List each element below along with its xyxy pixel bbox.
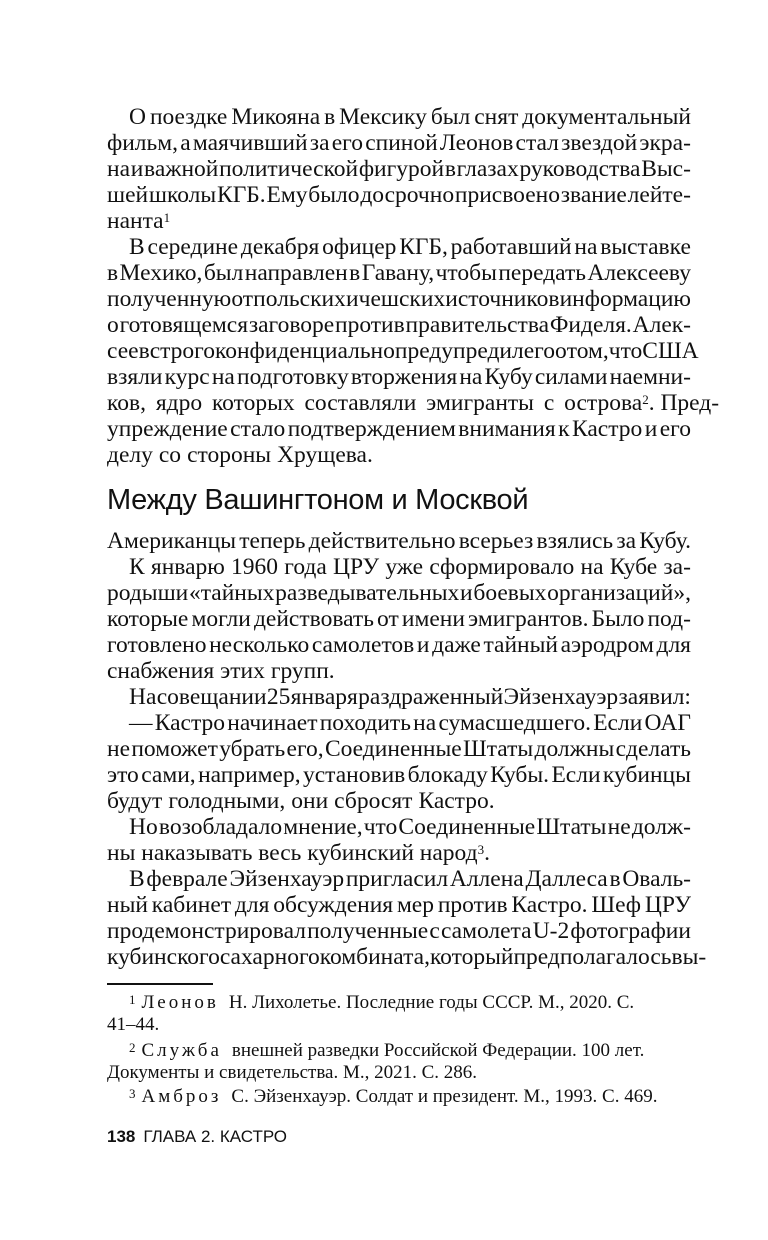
word: тайный (483, 632, 558, 658)
text-line (107, 260, 691, 286)
word: продемонстрировал (107, 918, 306, 944)
word: Но (129, 814, 158, 840)
footnote-2 (107, 1040, 691, 1062)
word: передать (498, 260, 586, 286)
word: который (429, 944, 514, 970)
word: родыши (107, 580, 189, 606)
word: с (429, 918, 440, 944)
word: вы- (671, 944, 707, 970)
word: Кастро (571, 416, 643, 442)
word: было (308, 182, 360, 208)
word: его (523, 338, 555, 364)
word: Мехико, (119, 260, 203, 286)
word: самолета (440, 918, 532, 944)
word: к (558, 416, 570, 442)
word: политической (219, 156, 359, 182)
word: на (413, 710, 437, 736)
word: и (644, 416, 658, 442)
word: информацию (559, 286, 691, 312)
word: Аллена (449, 866, 524, 892)
word: в (609, 866, 621, 892)
text-line (107, 684, 691, 710)
word: Выс- (641, 156, 691, 182)
word: был (430, 104, 471, 130)
word: Кубу. (639, 528, 691, 554)
word: за (309, 130, 330, 156)
footnote-2-continued (107, 1062, 691, 1084)
footnote-3 (107, 1086, 691, 1108)
word: о (107, 312, 119, 338)
footnote-ref-3[interactable]: 3 (477, 842, 485, 857)
period: . (484, 840, 490, 866)
text-line (107, 416, 691, 442)
word: внимания (458, 416, 556, 442)
text-line (107, 814, 691, 840)
word: например, (198, 762, 301, 788)
word: подготовку (237, 364, 349, 390)
text-line (107, 840, 691, 866)
word: под- (647, 606, 691, 632)
word: организаций», (547, 580, 691, 606)
word: разведывательных (275, 580, 460, 606)
word: кубинского (107, 944, 220, 970)
text-line (107, 918, 691, 944)
word: полученную (107, 286, 232, 312)
word: середине (147, 234, 239, 260)
text-line (107, 104, 691, 130)
word: чтобы (435, 260, 497, 286)
word: в (444, 156, 456, 182)
word: Кастро (154, 710, 226, 736)
footnote-ref-2[interactable]: 2 (642, 392, 649, 407)
word: присвоено (454, 182, 560, 208)
word: установив (302, 762, 406, 788)
word: пригласил (345, 866, 449, 892)
word: могли (191, 606, 251, 632)
word: офицер (322, 234, 397, 260)
word: от (377, 606, 399, 632)
page-footer (107, 1127, 287, 1147)
word: вторжения (350, 364, 458, 390)
text-line (107, 762, 691, 788)
text-line (107, 234, 691, 260)
word: Мексику (339, 104, 427, 130)
word: групп. (270, 658, 335, 684)
word: На (129, 684, 157, 710)
word: выставке (600, 234, 691, 260)
word: совещании (156, 684, 267, 710)
word: фотографии (570, 918, 691, 944)
footnote-ref-1[interactable]: 1 (163, 210, 171, 225)
word: лейте- (627, 182, 691, 208)
word: ный (107, 892, 148, 918)
word: Кастро. (511, 892, 588, 918)
word: упреждение (107, 416, 228, 442)
word: сами, (141, 762, 196, 788)
word: Оваль- (622, 866, 691, 892)
word: Даллеса (525, 866, 608, 892)
word: от (231, 286, 254, 312)
word: силами (534, 364, 608, 390)
word: для (656, 632, 691, 658)
word: предупредил (394, 338, 524, 364)
word: они (291, 788, 329, 814)
word: источников (445, 286, 560, 312)
word: что (608, 338, 643, 364)
word: декабря (240, 234, 320, 260)
word: Микояна (231, 104, 321, 130)
word: глазах (456, 156, 519, 182)
word: Если (551, 762, 601, 788)
word: возобладало (158, 814, 283, 840)
word: голодными, (168, 788, 286, 814)
word: документальный (522, 104, 691, 130)
word: предполагалось (513, 944, 672, 970)
word: за (616, 528, 637, 554)
text-line (107, 658, 691, 684)
word: это (107, 762, 139, 788)
word: том, (566, 338, 609, 364)
word: подтверждением (287, 416, 456, 442)
word: ОАГ (644, 710, 691, 736)
word: школы (148, 182, 217, 208)
word: действовать (253, 606, 374, 632)
word: Хрущева. (277, 442, 373, 468)
word: его, (286, 736, 324, 762)
word: К (129, 554, 145, 580)
word: имени (401, 606, 465, 632)
word: досрочно (360, 182, 455, 208)
footnote-text: Н. Лихолетье. Последние годы СССР. М., 2020. С. (228, 992, 635, 1013)
word: походить (319, 710, 411, 736)
word: несколько (209, 632, 310, 658)
word: сеев (107, 338, 150, 364)
word: конфиденциально (214, 338, 395, 364)
footnote-text: Документы и свидетельства. М., 2021. С. 286. (107, 1062, 478, 1083)
word: взяли (107, 364, 163, 390)
word: Леонов (439, 130, 514, 156)
word: снят (474, 104, 519, 130)
word: Эйзенхауэр (229, 866, 345, 892)
word: против (437, 892, 508, 918)
word: шей (107, 182, 149, 208)
word: снабжения (107, 658, 215, 684)
word: делу (107, 442, 153, 468)
text-line (107, 208, 691, 234)
word: на (459, 364, 483, 390)
word: о (554, 338, 567, 364)
word: экра- (639, 130, 691, 156)
word: звание (560, 182, 627, 208)
word: на (574, 234, 598, 260)
word: Кубу (484, 364, 533, 390)
word: Алек- (632, 312, 691, 338)
page-number: 138 (107, 1127, 136, 1146)
running-title: ГЛАВА 2. КАСТРО (143, 1127, 288, 1146)
word: раздраженный (358, 684, 504, 710)
word: в (324, 104, 336, 130)
word: работавший (450, 234, 572, 260)
word: обсуждения (273, 892, 394, 918)
word: стороны (187, 442, 272, 468)
text-line (107, 580, 691, 606)
word: звездой (561, 130, 638, 156)
word: всерьез (458, 528, 534, 554)
word: Шеф (591, 892, 642, 918)
text-line (107, 182, 691, 208)
word: на (211, 364, 235, 390)
word: курс (164, 364, 210, 390)
text-line (107, 312, 691, 338)
word: Если (593, 710, 643, 736)
text-line (107, 338, 699, 364)
footnote-rule (107, 983, 213, 985)
word: не (607, 814, 631, 840)
word: 25 (266, 684, 291, 710)
text-line (107, 944, 707, 970)
section-heading: Между Вашингтоном и Москвой (107, 484, 529, 516)
word: «тайных (188, 580, 275, 606)
word: строго (149, 338, 215, 364)
text-line (107, 390, 720, 416)
word: КГБ, (399, 234, 448, 260)
word: О (129, 104, 146, 130)
word: мнение, (283, 814, 363, 840)
word: заговоре (248, 312, 335, 338)
text-line (107, 554, 691, 580)
word: — (129, 710, 153, 736)
word: чешских (358, 286, 446, 312)
footnote-author: Леонов (141, 992, 219, 1013)
word: спиной (365, 130, 438, 156)
word: его (331, 130, 363, 156)
word: а (180, 130, 191, 156)
word: наемни- (609, 364, 691, 390)
word: за- (663, 554, 691, 580)
word: будут (107, 788, 163, 814)
word: был (203, 260, 244, 286)
word: уже (385, 554, 424, 580)
word: сбросят (334, 788, 413, 814)
word: Соединенные (398, 814, 536, 840)
footnote-author: Амброз (141, 1086, 222, 1107)
word: на (580, 554, 604, 580)
line-text: ков, ядро которых составляли эмигранты с острова (107, 390, 643, 416)
text-line (107, 736, 691, 762)
word: для (234, 892, 270, 918)
line-text: нанта (107, 208, 164, 234)
word: правительства (405, 312, 550, 338)
text-line (107, 364, 691, 390)
word: Кубе (609, 554, 658, 580)
word: кубинцы (602, 762, 691, 788)
footnote-1-continued (107, 1014, 691, 1036)
word: фильм, (107, 130, 178, 156)
word: фигурой (358, 156, 445, 182)
line-text: ны наказывать весь кубинский народ (107, 840, 478, 866)
word: руководства (519, 156, 641, 182)
footnote-text: 41–44. (107, 1014, 160, 1035)
word: января (290, 684, 358, 710)
text-line (107, 130, 691, 156)
text-line (107, 892, 691, 918)
word: сумасшедшего. (438, 710, 591, 736)
text-line (107, 156, 691, 182)
word: начинает (227, 710, 318, 736)
word: польских (253, 286, 346, 312)
word: В (129, 866, 145, 892)
footnote-number: 3 (129, 1086, 136, 1101)
word: со (158, 442, 182, 468)
line-text: . Пред- (648, 390, 720, 416)
word: полученные (307, 918, 429, 944)
word: аэродром (560, 632, 654, 658)
word: в (349, 260, 361, 286)
word: и (345, 286, 359, 312)
footnote-number: 2 (129, 1040, 136, 1055)
word: Гавану, (361, 260, 435, 286)
word: готовящемся (119, 312, 248, 338)
word: ЦРУ (333, 554, 380, 580)
word: кабинет (151, 892, 232, 918)
word: U-2 (532, 918, 570, 944)
word: поездке (149, 104, 228, 130)
word: должны (534, 736, 615, 762)
text-line (107, 528, 691, 554)
word: Было (591, 606, 645, 632)
word: самолетов (311, 632, 415, 658)
word: Американцы (107, 528, 237, 554)
text-line (107, 788, 691, 814)
word: ЦРУ (644, 892, 691, 918)
word: действительно (308, 528, 456, 554)
word: не (107, 736, 131, 762)
word: взялись (536, 528, 614, 554)
word: феврале (146, 866, 228, 892)
word: сахарного (219, 944, 320, 970)
word: направлен (244, 260, 348, 286)
word: против (335, 312, 405, 338)
word: на (107, 156, 131, 182)
word: В (129, 234, 145, 260)
word: стало (230, 416, 286, 442)
footnote-text: С. Эйзенхауэр. Солдат и президент. М., 1993. С. 469. (231, 1086, 658, 1107)
word: Кастро. (418, 788, 495, 814)
footnote-number: 1 (129, 992, 136, 1007)
word: Соединенные (324, 736, 462, 762)
word: стал (515, 130, 559, 156)
word: боевых (473, 580, 547, 606)
word: года (284, 554, 327, 580)
word: Кубы. (490, 762, 550, 788)
text-line (107, 606, 691, 632)
word: Алексееву (587, 260, 691, 286)
word: блокаду (407, 762, 488, 788)
text-line (107, 632, 691, 658)
word: Штаты (536, 814, 607, 840)
word: готовлено (107, 632, 207, 658)
word: даже (432, 632, 481, 658)
word: важной (144, 156, 219, 182)
text-line (107, 442, 691, 468)
word: сделать (615, 736, 691, 762)
word: Фиделя. (549, 312, 632, 338)
word: и (460, 580, 473, 606)
word: которые (107, 606, 189, 632)
word: комбината, (319, 944, 430, 970)
word: и (130, 156, 144, 182)
word: Эйзенхауэр (503, 684, 619, 710)
word: что (363, 814, 398, 840)
word: в (107, 260, 119, 286)
text-line (107, 710, 691, 736)
word: Ему (266, 182, 308, 208)
text-line (107, 286, 691, 312)
footnote-text: внешней разведки Российской Федерации. 100 лет. (231, 1040, 645, 1061)
word: КГБ. (217, 182, 266, 208)
word: США (642, 338, 699, 364)
word: январю (150, 554, 225, 580)
word: мер (396, 892, 434, 918)
word: маячивший (192, 130, 308, 156)
text-line (107, 866, 691, 892)
word: эмигрантов. (468, 606, 589, 632)
word: теперь (239, 528, 306, 554)
word: и (416, 632, 430, 658)
word: Штаты (463, 736, 534, 762)
footnote-author: Служба (141, 1040, 222, 1061)
word: поможет (131, 736, 218, 762)
word: долж- (631, 814, 691, 840)
word: его (659, 416, 691, 442)
word: заявил: (618, 684, 691, 710)
word: сформировало (429, 554, 575, 580)
word: 1960 (231, 554, 279, 580)
word: убрать (219, 736, 286, 762)
footnote-1 (107, 992, 691, 1014)
word: этих (220, 658, 265, 684)
